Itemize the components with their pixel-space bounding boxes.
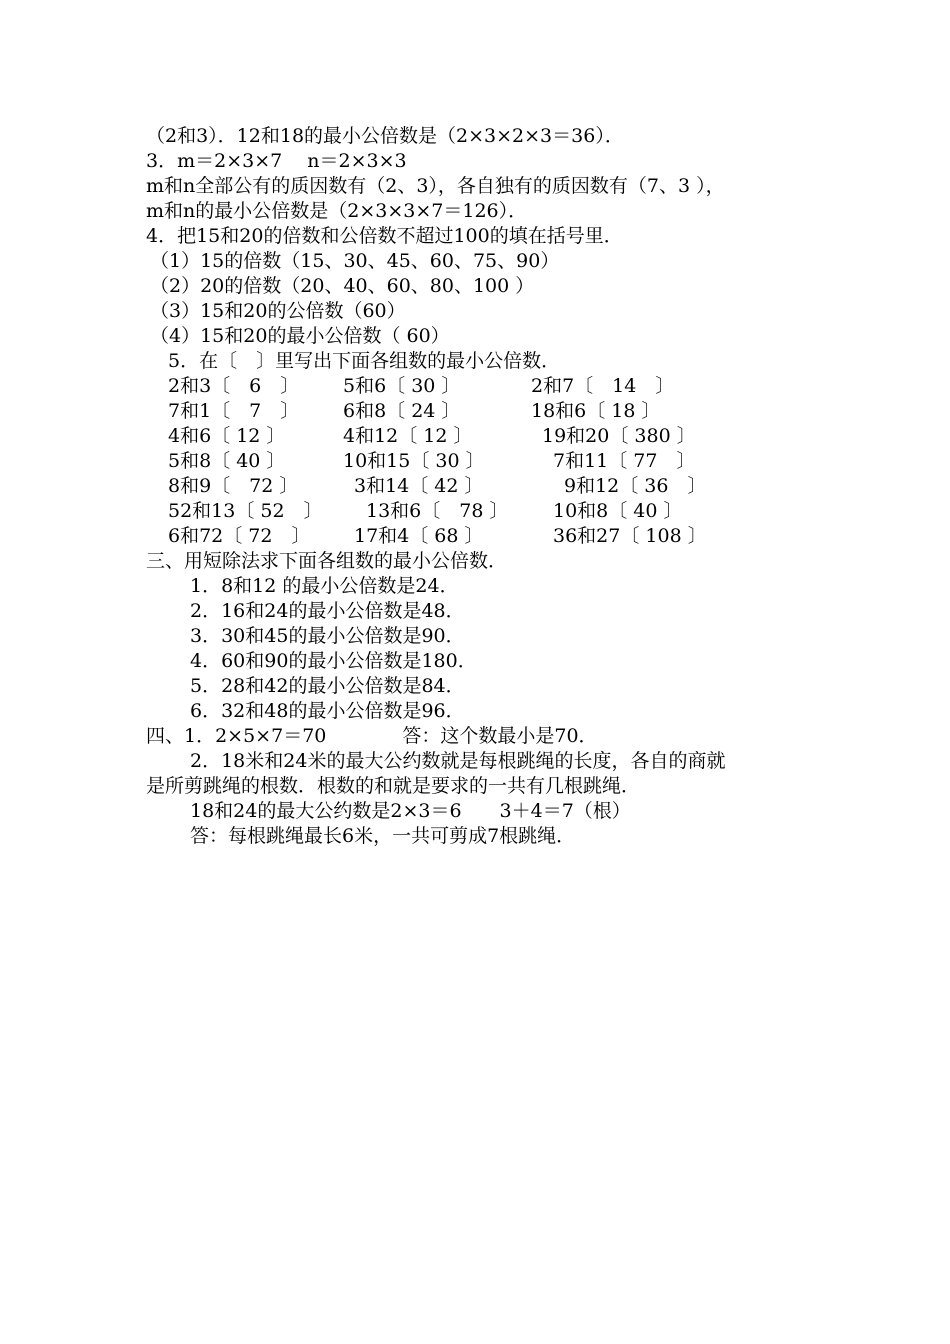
answer-row <box>0 449 696 474</box>
answer-cell: 36和27〔 108 〕 <box>553 525 707 547</box>
answer-cell: 17和4〔 68 〕 <box>354 525 484 547</box>
answer-row <box>0 474 707 499</box>
text-line: 3．30和45的最小公倍数是90． <box>190 625 465 647</box>
answer-cell: 4和6〔 12 〕 <box>168 425 286 447</box>
text-line: 4．60和90的最小公倍数是180． <box>190 650 477 672</box>
answer-row <box>0 424 696 449</box>
text-line: 1．8和12 的最小公倍数是24． <box>190 575 459 597</box>
answer-row <box>0 399 661 424</box>
text-line: 6．32和48的最小公倍数是96． <box>190 700 465 722</box>
answer-cell: 7和11〔 77 〕 <box>553 450 696 472</box>
text-line: （2和3）．12和18的最小公倍数是（2×3×2×3＝36）． <box>146 125 624 147</box>
answer-cell: 3和14〔 42 〕 <box>354 475 484 497</box>
answer-cell: 18和6〔 18 〕 <box>531 400 661 422</box>
answer-cell: 2和3〔 6 〕 <box>168 375 300 397</box>
answer-cell: 2和7〔 14 〕 <box>531 375 675 397</box>
text-line: 18和24的最大公约数是2×3＝6 3＋4＝7（根） <box>190 800 631 822</box>
section-heading: 四、1．2×5×7＝70 答：这个数最小是70． <box>146 725 598 747</box>
answer-cell: 52和13〔 52 〕 <box>168 500 323 522</box>
answer-row <box>0 374 675 399</box>
answer-cell: 10和8〔 40 〕 <box>553 500 683 522</box>
section-heading: 三、用短除法求下面各组数的最小公倍数． <box>146 550 508 572</box>
answer-cell: 4和12〔 12 〕 <box>343 425 473 447</box>
text-line: m和n的最小公倍数是（2×3×3×7＝126）． <box>146 200 528 222</box>
answer-row <box>0 499 683 524</box>
answer-cell: 10和15〔 30 〕 <box>343 450 485 472</box>
answer-row <box>0 524 707 549</box>
text-line: 2．18米和24米的最大公约数就是每根跳绳的长度，各自的商就 <box>190 750 726 772</box>
text-line: （2）20的倍数（20、40、60、80、100 ） <box>150 275 535 297</box>
text-line: 5．在〔 〕里写出下面各组数的最小公倍数． <box>168 350 561 372</box>
text-line: （1）15的倍数（15、30、45、60、75、90） <box>150 250 560 272</box>
answer-cell: 7和1〔 7 〕 <box>168 400 300 422</box>
answer-cell: 5和8〔 40 〕 <box>168 450 286 472</box>
text-line: m和n全部公有的质因数有（2、3），各自独有的质因数有（7、3 ）， <box>146 175 725 197</box>
text-line: 2．16和24的最小公倍数是48． <box>190 600 465 622</box>
answer-cell: 13和6〔 78 〕 <box>366 500 509 522</box>
text-line: 5．28和42的最小公倍数是84． <box>190 675 465 697</box>
text-line: 3．m＝2×3×7 n＝2×3×3 <box>146 150 407 172</box>
text-line: （3）15和20的公倍数（60） <box>150 300 406 322</box>
answer-cell: 5和6〔 30 〕 <box>343 375 461 397</box>
text-line: 是所剪跳绳的根数．根数的和就是要求的一共有几根跳绳． <box>146 775 641 797</box>
text-line: 答：每根跳绳最长6米，一共可剪成7根跳绳． <box>190 825 576 847</box>
answer-cell: 8和9〔 72 〕 <box>168 475 299 497</box>
text-line: 4．把15和20的倍数和公倍数不超过100的填在括号里． <box>146 225 623 247</box>
answer-cell: 6和8〔 24 〕 <box>343 400 461 422</box>
answer-cell: 6和72〔 72 〕 <box>168 525 311 547</box>
answer-cell: 19和20〔 380 〕 <box>542 425 696 447</box>
text-line: （4）15和20的最小公倍数（ 60） <box>150 325 450 347</box>
answer-cell: 9和12〔 36 〕 <box>564 475 707 497</box>
